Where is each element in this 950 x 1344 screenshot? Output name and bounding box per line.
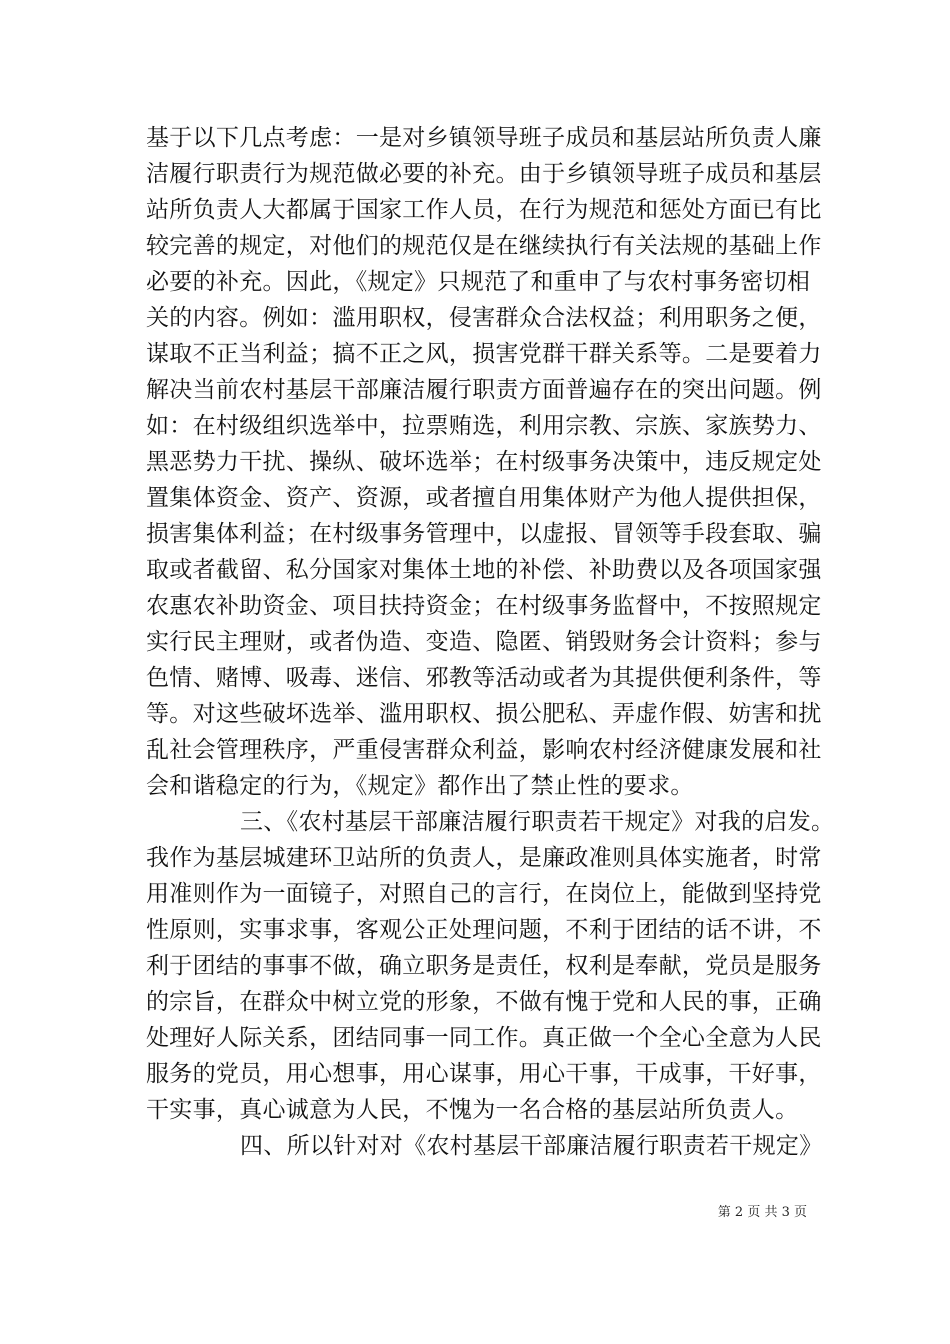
section-heading-3: 三、《农村基层干部廉洁履行职责若干规定》对我的启发。 (240, 809, 835, 835)
text-line: 色情、赌博、吸毒、迷信、邪教等活动或者为其提供便利条件，等 (146, 665, 822, 691)
text-line: 处理好人际关系，团结同事一同工作。真正做一个全心全意为人民 (146, 1025, 822, 1051)
text-line: 的宗旨，在群众中树立党的形象，不做有愧于党和人民的事，正确 (146, 989, 822, 1015)
text-line: 黑恶势力干扰、操纵、破坏选举；在村级事务决策中，违反规定处 (146, 449, 822, 475)
text-line: 洁履行职责行为规范做必要的补充。由于乡镇领导班子成员和基层 (146, 161, 822, 187)
text-line: 会和谐稳定的行为，《规定》都作出了禁止性的要求。 (146, 773, 694, 799)
text-line: 取或者截留、私分国家对集体土地的补偿、补助费以及各项国家强 (146, 557, 822, 583)
text-line: 站所负责人大都属于国家工作人员，在行为规范和惩处方面已有比 (146, 197, 822, 223)
text-line: 实行民主理财，或者伪造、变造、隐匿、销毁财务会计资料；参与 (146, 629, 822, 655)
text-line: 关的内容。例如：滥用职权，侵害群众合法权益；利用职务之便， (146, 305, 822, 331)
page-number-footer: 第 2 页 共 3 页 (717, 1205, 807, 1220)
text-line: 如：在村级组织选举中，拉票贿选，利用宗教、宗族、家族势力、 (146, 413, 822, 439)
text-line: 性原则，实事求事，客观公正处理问题，不利于团结的话不讲，不 (146, 917, 822, 943)
text-line: 解决当前农村基层干部廉洁履行职责方面普遍存在的突出问题。例 (146, 377, 822, 403)
text-line: 必要的补充。因此，《规定》只规范了和重申了与农村事务密切相 (146, 269, 811, 295)
text-line: 基于以下几点考虑：一是对乡镇领导班子成员和基层站所负责人廉 (146, 125, 822, 151)
text-line: 我作为基层城建环卫站所的负责人，是廉政准则具体实施者，时常 (146, 845, 822, 871)
text-line: 利于团结的事事不做，确立职务是责任，权利是奉献，党员是服务 (146, 953, 822, 979)
text-line: 服务的党员，用心想事，用心谋事，用心干事，干成事，干好事， (146, 1061, 822, 1087)
text-line: 乱社会管理秩序，严重侵害群众利益，影响农村经济健康发展和社 (146, 737, 822, 763)
text-line: 用准则作为一面镜子，对照自己的言行，在岗位上，能做到坚持党 (146, 881, 822, 907)
section-heading-4: 四、所以针对对《农村基层干部廉洁履行职责若干规定》 (240, 1133, 823, 1159)
text-line: 谋取不正当利益；搞不正之风，损害党群干群关系等。二是要着力 (146, 341, 822, 367)
text-line: 较完善的规定，对他们的规范仅是在继续执行有关法规的基础上作 (146, 233, 822, 259)
text-line: 置集体资金、资产、资源，或者擅自用集体财产为他人提供担保， (146, 485, 822, 511)
text-line: 损害集体利益；在村级事务管理中，以虚报、冒领等手段套取、骗 (146, 521, 822, 547)
text-line: 农惠农补助资金、项目扶持资金；在村级事务监督中，不按照规定 (146, 593, 822, 619)
text-line: 干实事，真心诚意为人民，不愧为一名合格的基层站所负责人。 (146, 1097, 799, 1123)
text-line: 等。对这些破坏选举、滥用职权、损公肥私、弄虚作假、妨害和扰 (146, 701, 822, 727)
